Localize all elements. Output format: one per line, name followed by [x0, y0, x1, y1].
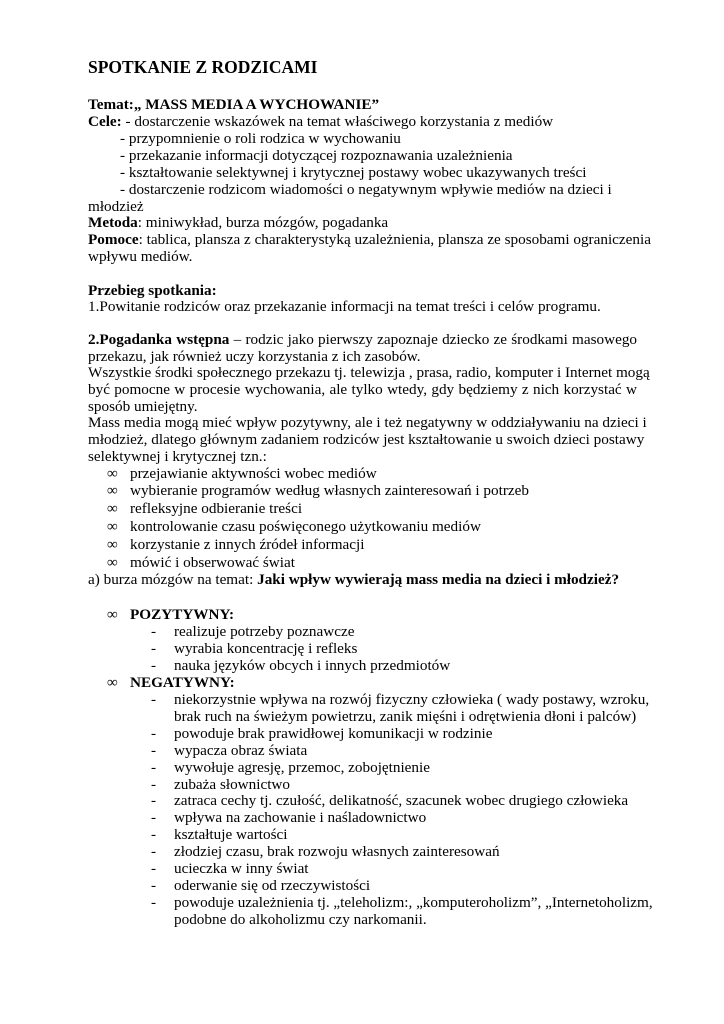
list-item-text: mówić i obserwować świat [130, 554, 295, 571]
infinity-bullet-icon: ∞ [107, 606, 118, 623]
positive-heading [107, 606, 234, 623]
goals-label: Cele: [88, 113, 122, 130]
negative-item [151, 725, 492, 742]
dash-bullet: - [151, 759, 157, 776]
list-item [107, 536, 364, 553]
negative-item [151, 860, 309, 877]
goals-item: - dostarczenie rodzicom wiadomości o negatywnym wpływie mediów na dzieci i [120, 181, 612, 198]
infinity-bullet-icon: ∞ [107, 554, 118, 571]
dash-bullet: - [151, 742, 157, 759]
negative-item [151, 792, 628, 809]
talk-continuation: przekazu, jak również uczy korzystania z ich zasobów. [88, 348, 421, 365]
course-heading: Przebieg spotkania: [88, 282, 217, 299]
negative-item [151, 843, 500, 860]
brainstorm-question: Jaki wpływ wywierają mass media na dzieci i młodzież? [257, 571, 620, 588]
infinity-bullet-icon: ∞ [107, 674, 118, 691]
goals-item: - dostarczenie wskazówek na temat właściwego korzystania z mediów [121, 113, 554, 130]
goals-first-line [88, 113, 553, 130]
negative-item-text: powoduje brak prawidłowej komunikacji w rodzinie [174, 725, 493, 742]
positive-item-text: realizuje potrzeby poznawcze [174, 623, 355, 640]
dash-bullet: - [151, 843, 157, 860]
dash-bullet: - [151, 860, 157, 877]
negative-item-text: ucieczka w inny świat [174, 860, 309, 877]
brainstorm-line [88, 571, 619, 588]
negative-item-text: wpływa na zachowanie i naśladownictwo [174, 809, 427, 826]
negative-item [151, 894, 653, 911]
dash-bullet: - [151, 809, 157, 826]
talk-line [88, 331, 637, 348]
brainstorm-prefix: a) burza mózgów na temat: [88, 571, 258, 588]
positive-item-text: wyrabia koncentrację i refleks [174, 640, 358, 657]
paragraph-line: Wszystkie środki społecznego przekazu tj. telewizja , prasa, radio, komputer i Internet mogą [88, 364, 650, 381]
dash-bullet: - [151, 623, 157, 640]
dash-bullet: - [151, 657, 157, 674]
negative-item [151, 691, 649, 708]
dash-bullet: - [151, 877, 157, 894]
negative-item [151, 826, 287, 843]
paragraph-line: Mass media mogą mieć wpływ pozytywny, ale i też negatywny w oddziaływaniu na dzieci i [88, 414, 647, 431]
dash-bullet: - [151, 691, 157, 708]
negative-item-text: niekorzystnie wpływa na rozwój fizyczny człowieka ( wady postawy, wzroku, [174, 691, 650, 708]
paragraph-line: być pomocne w procesie wychowania, ale tylko wtedy, gdy będziemy z nich korzystać w [88, 381, 637, 398]
dash-bullet: - [151, 776, 157, 793]
goals-item: - kształtowanie selektywnej i krytycznej postawy wobec ukazywanych treści [120, 164, 587, 181]
positive-item [151, 657, 450, 674]
goals-item: - przypomnienie o roli rodzica w wychowaniu [120, 130, 401, 147]
dash-bullet: - [151, 725, 157, 742]
infinity-bullet-icon: ∞ [107, 465, 118, 482]
negative-item [151, 809, 426, 826]
infinity-bullet-icon: ∞ [107, 482, 118, 499]
document-title: SPOTKANIE Z RODZICAMI [88, 57, 318, 77]
dash-bullet: - [151, 826, 157, 843]
negative-item-text: zubaża słownictwo [174, 776, 290, 793]
negative-item-continuation: brak ruch na świeżym powietrzu, zanik mięśni i odrętwienia dłoni i palców) [174, 708, 637, 725]
course-item-1: 1.Powitanie rodziców oraz przekazanie informacji na temat treści i celów programu. [88, 298, 601, 315]
positive-label: POZYTYWNY: [130, 606, 235, 623]
list-item-text: wybieranie programów według własnych zainteresowań i potrzeb [130, 482, 529, 499]
negative-item-text: złodziej czasu, brak rozwoju własnych zainteresowań [174, 843, 500, 860]
paragraph-line: młodzież, dlatego głównym zadaniem rodziców jest kształtowanie u swoich dzieci postawy [88, 431, 645, 448]
negative-item [151, 742, 307, 759]
talk-label: 2.Pogadanka wstępna [88, 331, 230, 348]
negative-item-text: kształtuje wartości [174, 826, 288, 843]
paragraph-line: sposób umiejętny. [88, 398, 198, 415]
negative-heading [107, 674, 235, 691]
list-item-text: korzystanie z innych źródeł informacji [130, 536, 365, 553]
negative-item [151, 877, 370, 894]
negative-item [151, 759, 430, 776]
negative-item-continuation: podobne do alkoholizmu czy narkomanii. [174, 911, 427, 928]
method-line [88, 214, 388, 231]
negative-label: NEGATYWNY: [130, 674, 235, 691]
positive-item [151, 640, 357, 657]
goals-item-continuation: młodzież [88, 198, 144, 215]
paragraph-line: selektywnej i krytycznej tzn.: [88, 448, 267, 465]
method-label: Metoda [88, 214, 138, 231]
list-item-text: kontrolowanie czasu poświęconego użytkowaniu mediów [130, 518, 481, 535]
infinity-bullet-icon: ∞ [107, 518, 118, 535]
aids-line [88, 231, 651, 248]
negative-item-text: powoduje uzależnienia tj. „teleholizm:, „komputeroholizm”, „Internetoholizm, [174, 894, 653, 911]
positive-item-text: nauka języków obcych i innych przedmiotów [174, 657, 451, 674]
negative-item-text: wypacza obraz świata [174, 742, 308, 759]
infinity-bullet-icon: ∞ [107, 500, 118, 517]
list-item [107, 518, 481, 535]
talk-text: – rodzic jako pierwszy zapoznaje dziecko ze środkami masowego [229, 331, 638, 348]
list-item [107, 500, 302, 517]
list-item [107, 554, 295, 571]
topic-heading: Temat:„ MASS MEDIA A WYCHOWANIE” [88, 96, 380, 113]
negative-item-text: oderwanie się od rzeczywistości [174, 877, 371, 894]
goals-item: - przekazanie informacji dotyczącej rozpoznawania uzależnienia [120, 147, 513, 164]
negative-item [151, 776, 290, 793]
list-item-text: refleksyjne odbieranie treści [130, 500, 303, 517]
negative-item-text: wywołuje agresję, przemoc, zobojętnienie [174, 759, 430, 776]
positive-item [151, 623, 354, 640]
negative-item-text: zatraca cechy tj. czułość, delikatność, szacunek wobec drugiego człowieka [174, 792, 629, 809]
infinity-bullet-icon: ∞ [107, 536, 118, 553]
method-text: : miniwykład, burza mózgów, pogadanka [137, 214, 389, 231]
list-item-text: przejawianie aktywności wobec mediów [130, 465, 377, 482]
dash-bullet: - [151, 894, 157, 911]
list-item [107, 482, 529, 499]
dash-bullet: - [151, 792, 157, 809]
aids-text: : tablica, plansza z charakterystyką uzależnienia, plansza ze sposobami ograniczenia [138, 231, 651, 248]
list-item [107, 465, 377, 482]
aids-label: Pomoce [88, 231, 139, 248]
aids-continuation: wpływu mediów. [88, 248, 193, 265]
dash-bullet: - [151, 640, 157, 657]
